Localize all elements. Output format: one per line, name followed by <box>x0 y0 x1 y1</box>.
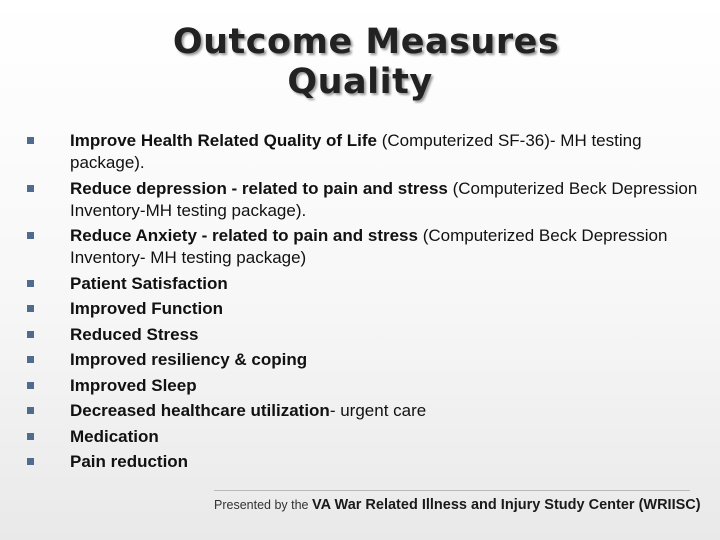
footer-divider <box>214 490 690 491</box>
title-line-1: Outcome Measures <box>172 22 560 62</box>
list-item <box>18 273 708 295</box>
square-bullet-icon <box>27 407 34 414</box>
bullet-bold-text: Improved Function <box>70 299 223 318</box>
bullet-detail-text: - urgent care <box>329 401 427 420</box>
list-item <box>18 400 708 422</box>
list-item <box>18 130 708 174</box>
square-bullet-icon <box>27 185 34 192</box>
bullet-bold-text: Improved resiliency & coping <box>70 350 308 369</box>
square-bullet-icon <box>27 232 34 239</box>
footer-credit <box>214 493 701 516</box>
list-item <box>18 178 708 222</box>
bullet-bold-text: Decreased healthcare utilization <box>70 401 330 420</box>
bullet-bold-text: Medication <box>70 426 159 446</box>
square-bullet-icon <box>27 433 34 440</box>
slide-title <box>0 22 720 102</box>
bullet-detail-text: (Computerized Beck Depression Inventory- MH testing package) <box>70 226 668 267</box>
footer-prefix: Presented by the <box>214 498 312 512</box>
bullet-bold-text: Reduce Anxiety - related to pain and stress <box>70 226 418 245</box>
square-bullet-icon <box>27 382 34 389</box>
square-bullet-icon <box>27 137 34 144</box>
list-item <box>18 324 708 346</box>
bullet-list <box>18 130 708 477</box>
square-bullet-icon <box>27 356 34 363</box>
bullet-detail-text: (Computerized SF-36)- MH testing package). <box>70 131 642 172</box>
square-bullet-icon <box>27 305 34 312</box>
bullet-bold-text: Reduced Stress <box>70 324 199 344</box>
list-item <box>18 225 708 269</box>
bullet-bold-text: Improved Sleep <box>70 375 197 395</box>
bullet-bold-text: Pain reduction <box>70 452 189 471</box>
square-bullet-icon <box>27 280 34 287</box>
bullet-bold-text: Reduce depression - related to pain and stress <box>70 178 448 198</box>
list-item <box>18 426 708 448</box>
bullet-bold-text: Patient Satisfaction <box>70 273 228 293</box>
list-item <box>18 375 708 397</box>
bullet-bold-text: Improve Health Related Quality of Life <box>70 131 378 150</box>
square-bullet-icon <box>27 458 34 465</box>
list-item <box>18 451 708 473</box>
footer-organization: VA War Related Illness and Injury Study Center (WRIISC) <box>311 497 701 513</box>
list-item <box>18 349 708 371</box>
bullet-detail-text: (Computerized Beck Depression Inventory-MH testing package). <box>70 178 698 220</box>
list-item <box>18 298 708 320</box>
title-line-2: Quality <box>287 62 433 102</box>
square-bullet-icon <box>27 331 34 338</box>
